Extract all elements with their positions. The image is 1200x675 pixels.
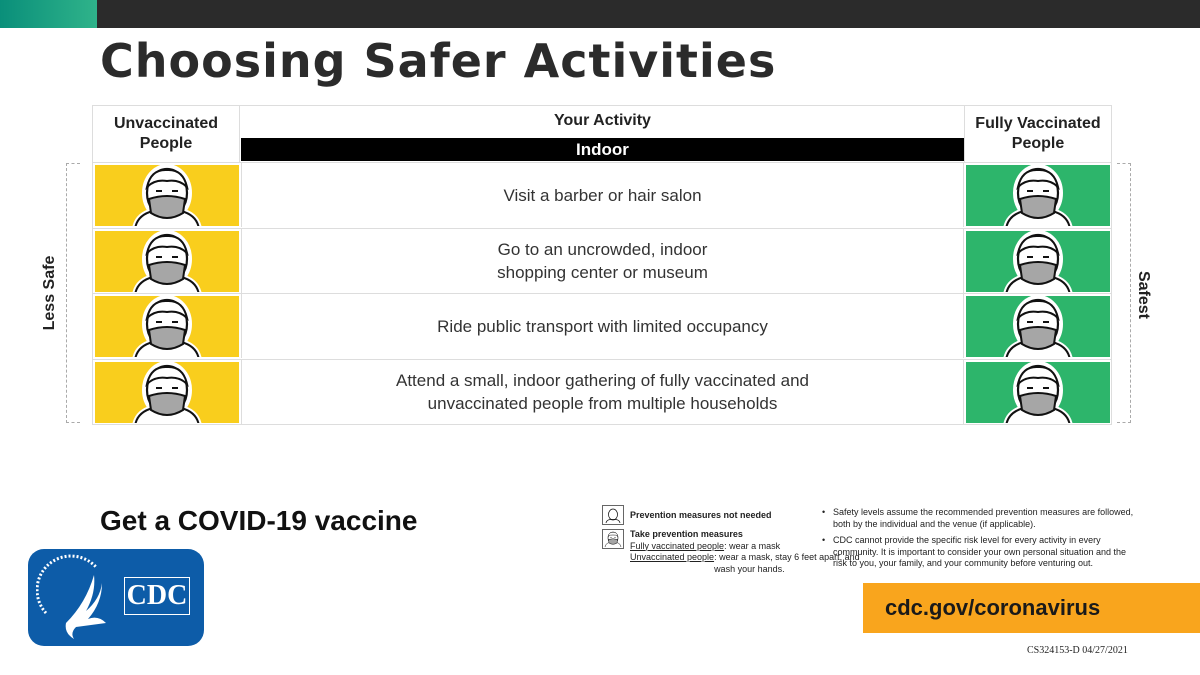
unvaccinated-cell [95,362,239,423]
unvaccinated-cell [95,231,239,292]
notes [822,507,1142,575]
top-bar [0,0,1200,28]
scale-bracket-right [1117,163,1131,423]
document-code: CS324153-D 04/27/2021 [1027,645,1128,656]
header-vaccinated: Fully Vaccinated People [964,106,1111,162]
legend-vax-text: : wear a mask [724,540,781,551]
vaccine-cta: Get a COVID-19 vaccine [100,505,418,536]
masked-face-icon [998,296,1078,357]
legend-vax-label: Fully vaccinated people [630,540,725,551]
masked-face-icon [998,231,1078,292]
activity-text: Go to an uncrowded, indoor shopping center or museum [241,229,964,293]
activity-text: Visit a barber or hair salon [241,163,964,227]
cdc-logo-text: CDC [124,577,190,615]
masked-face-icon [602,529,624,549]
cdc-url-link[interactable]: cdc.gov/coronavirus [863,583,1200,633]
note-item: • CDC cannot provide the specific risk level for every activity in every community. It is important to consider your own personal situation and the risk to you, your family, and your community before venturing out. [822,535,1142,570]
scale-label-safest: Safest [1135,270,1152,320]
note-item: • Safety levels assume the recommended prevention measures are followed, both by the individual and the venue (if applicable). [822,507,1142,530]
scale-label-less-safe: Less Safe [41,255,58,331]
hhs-eagle-icon [36,553,116,643]
header-unvaccinated: Unvaccinated People [93,106,240,162]
masked-face-icon [127,296,207,357]
hhs-cdc-logo [28,549,204,646]
unvaccinated-cell [95,165,239,226]
top-bar-accent [0,0,97,28]
unvaccinated-cell [95,296,239,357]
legend-no-mask-label: Prevention measures not needed [630,510,772,520]
vaccinated-cell [966,296,1110,357]
scale-bracket-left [66,163,80,423]
masked-face-icon [998,362,1078,423]
table-row [93,293,1111,358]
header-activity: Your Activity [554,112,651,129]
legend-unvax-text: : wear a mask, stay 6 feet apart, and wash your hands. [714,552,860,574]
activity-table [92,105,1112,425]
legend-mask-title: Take prevention measures [630,529,743,539]
activity-text: Ride public transport with limited occupancy [241,294,964,358]
masked-face-icon [127,165,207,226]
table-row [93,162,1111,227]
legend-unvax-label: Unvaccinated people [630,552,715,562]
table-row [93,228,1111,293]
masked-face-icon [127,362,207,423]
vaccinated-cell [966,231,1110,292]
activity-text: Attend a small, indoor gathering of fully vaccinated and unvaccinated people from multiple households [241,360,964,424]
unmasked-face-icon [602,505,624,525]
vaccinated-cell [966,165,1110,226]
masked-face-icon [998,165,1078,226]
header-indoor-band: Indoor [241,138,964,161]
masked-face-icon [127,231,207,292]
vaccinated-cell [966,362,1110,423]
page-title: Choosing Safer Activities [100,34,777,88]
table-row [93,359,1111,424]
